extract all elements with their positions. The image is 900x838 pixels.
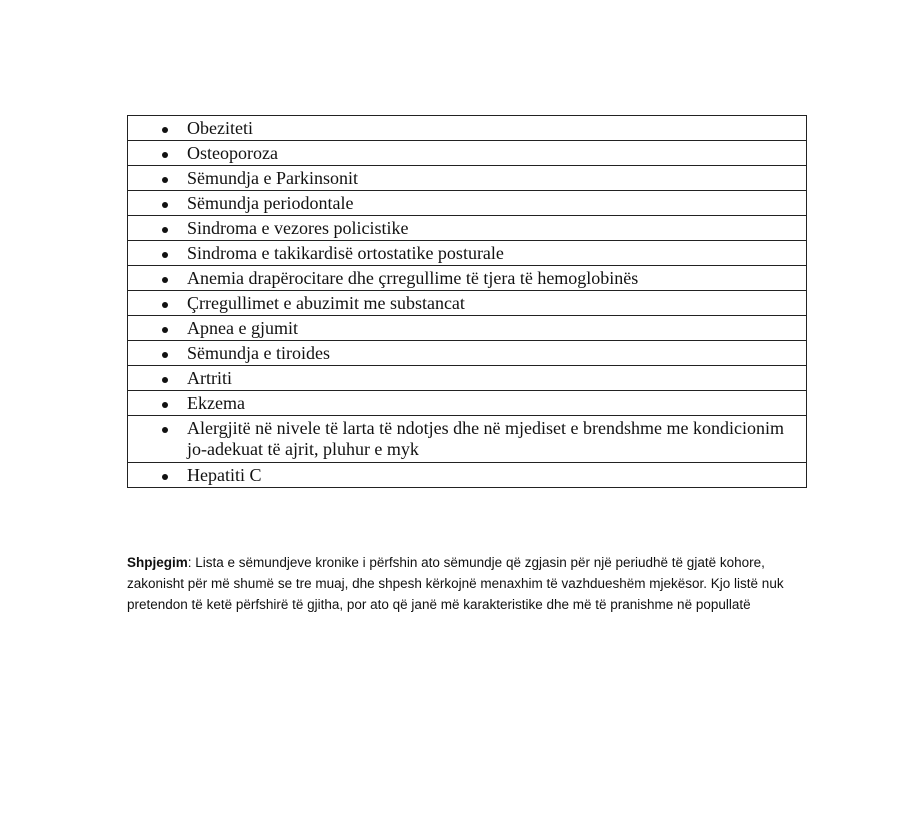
bullet-icon <box>162 327 168 333</box>
table-row <box>128 366 807 391</box>
table-row <box>128 191 807 216</box>
list-item <box>128 416 807 463</box>
disease-name: Sëmundja e tiroides <box>187 342 330 363</box>
list-item <box>128 241 807 266</box>
bullet-icon <box>162 177 168 183</box>
table-row <box>128 266 807 291</box>
bullet-icon <box>162 227 168 233</box>
bullet-icon <box>162 252 168 258</box>
bullet-icon <box>162 352 168 358</box>
bullet-icon <box>162 127 168 133</box>
disease-name: Obeziteti <box>187 117 253 138</box>
table-row <box>128 391 807 416</box>
list-item <box>128 366 807 391</box>
table-row <box>128 463 807 488</box>
disease-name: Çrregullimet e abuzimit me substancat <box>187 292 465 313</box>
bullet-icon <box>162 427 168 433</box>
table-row <box>128 116 807 141</box>
table-row <box>128 166 807 191</box>
disease-name: Ekzema <box>187 392 245 413</box>
list-item <box>128 266 807 291</box>
disease-name: Alergjitë në nivele të larta të ndotjes dhe në mjediset e brendshme me kondicionim jo-adekuat të ajrit, pluhur e myk <box>187 418 784 459</box>
bullet-icon <box>162 377 168 383</box>
list-item <box>128 116 807 141</box>
table-row <box>128 291 807 316</box>
note-label: Shpjegim <box>127 554 188 570</box>
bullet-icon <box>162 474 168 480</box>
list-item <box>128 391 807 416</box>
note-text: : Lista e sëmundjeve kronike i përfshin ato sëmundje që zgjasin për një periudhë të gjatë kohore, zakonisht për më shumë se tre muaj, dhe shpesh kërkojnë menaxhim të vazhdueshëm mjekësor. Kjo listë nuk pretendon të ketë përfshirë të gjitha, por ato që janë më karakteristike dhe më të pranishme në popullatë <box>127 554 784 612</box>
bullet-icon <box>162 402 168 408</box>
explanation-note <box>127 552 807 615</box>
bullet-icon <box>162 152 168 158</box>
table-row <box>128 316 807 341</box>
list-item <box>128 463 807 488</box>
disease-name: Anemia drapërocitare dhe çrregullime të tjera të hemoglobinës <box>187 267 639 288</box>
list-item <box>128 141 807 166</box>
table-row <box>128 341 807 366</box>
table-row <box>128 216 807 241</box>
bullet-icon <box>162 277 168 283</box>
list-item <box>128 191 807 216</box>
chronic-diseases-table <box>127 115 807 488</box>
disease-name: Hepatiti C <box>187 464 262 485</box>
list-item <box>128 341 807 366</box>
list-item <box>128 216 807 241</box>
disease-name: Sëmundja e Parkinsonit <box>187 167 358 188</box>
bullet-icon <box>162 202 168 208</box>
table-row <box>128 241 807 266</box>
disease-name: Apnea e gjumit <box>187 317 298 338</box>
bullet-icon <box>162 302 168 308</box>
list-item <box>128 166 807 191</box>
list-item <box>128 316 807 341</box>
table-row <box>128 141 807 166</box>
table-row <box>128 416 807 463</box>
disease-name: Artriti <box>187 367 232 388</box>
list-item <box>128 291 807 316</box>
disease-name: Osteoporoza <box>187 142 278 163</box>
disease-name: Sëmundja periodontale <box>187 192 354 213</box>
disease-name: Sindroma e vezores policistike <box>187 217 409 238</box>
disease-name: Sindroma e takikardisë ortostatike posturale <box>187 242 504 263</box>
